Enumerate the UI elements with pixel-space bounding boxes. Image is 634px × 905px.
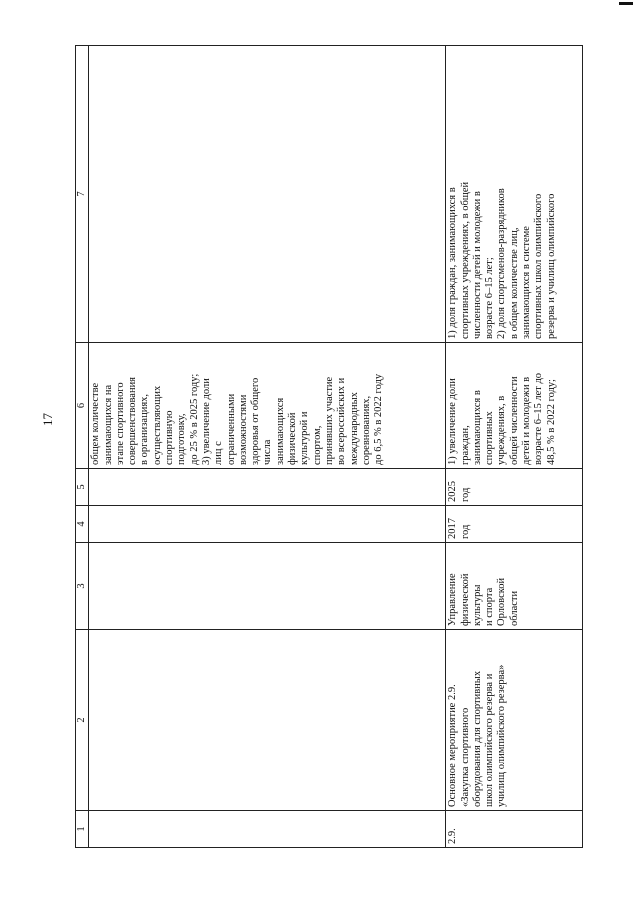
- table-header-row: [76, 46, 89, 848]
- cell-expected-result: 1) увеличение доли граждан, занимающихся в спортивных учреждениях, в общей численности детей и молодежи в возрасте 6–15 лет до 48,5 % в 2022 году;: [446, 343, 583, 469]
- table-row: [89, 46, 446, 848]
- header-cell-1: 1: [76, 811, 89, 848]
- cell-expected-result: общем количестве занимающихся на этапе спортивного совершенствования в организациях, осуществляющих спортивную подготовку, до 25 % в 2025 году; 3) увеличение доли лиц с ограниченными возможностями здоровья от общего числа занимающихся физической культурой и спортом, принявших участие во всероссийских и международных соревнованиях, до 6,5 % в 2022 году: [89, 343, 446, 469]
- header-cell-7: 7: [76, 46, 89, 343]
- header-cell-3: 3: [76, 543, 89, 630]
- cell-executor: [89, 543, 446, 630]
- cell-end-year: 2025 год: [446, 469, 583, 506]
- program-table: [75, 45, 583, 848]
- cell-activity: Основное мероприятие 2.9. «Закупка спортивного оборудования для спортивных школ олимпийского резерва и училищ олимпийского резерва»: [446, 630, 583, 811]
- cell-end-year: [89, 469, 446, 506]
- table-row: [446, 46, 583, 848]
- cell-number: 2.9.: [446, 811, 583, 848]
- cell-start-year: [89, 506, 446, 543]
- cell-activity: [89, 630, 446, 811]
- cell-start-year: 2017 год: [446, 506, 583, 543]
- header-cell-2: 2: [76, 630, 89, 811]
- edge-mark: [619, 2, 633, 5]
- cell-indicators: 1) доля граждан, занимающихся в спортивных учреждениях, в общей численности детей и молодежи в возрасте 6–15 лет; 2) доля спортсменов-разрядников в общем количестве лиц, занимающихся в системе спортивных школ олимпийского резерва и училищ олимпийского: [446, 46, 583, 343]
- header-cell-5: 5: [76, 469, 89, 506]
- page-number: 17: [40, 413, 55, 426]
- cell-indicators: [89, 46, 446, 343]
- header-cell-6: 6: [76, 343, 89, 469]
- rotated-page-content: [75, 46, 596, 848]
- header-cell-4: 4: [76, 506, 89, 543]
- cell-number: [89, 811, 446, 848]
- cell-executor: Управление физической культуры и спорта Орловской области: [446, 543, 583, 630]
